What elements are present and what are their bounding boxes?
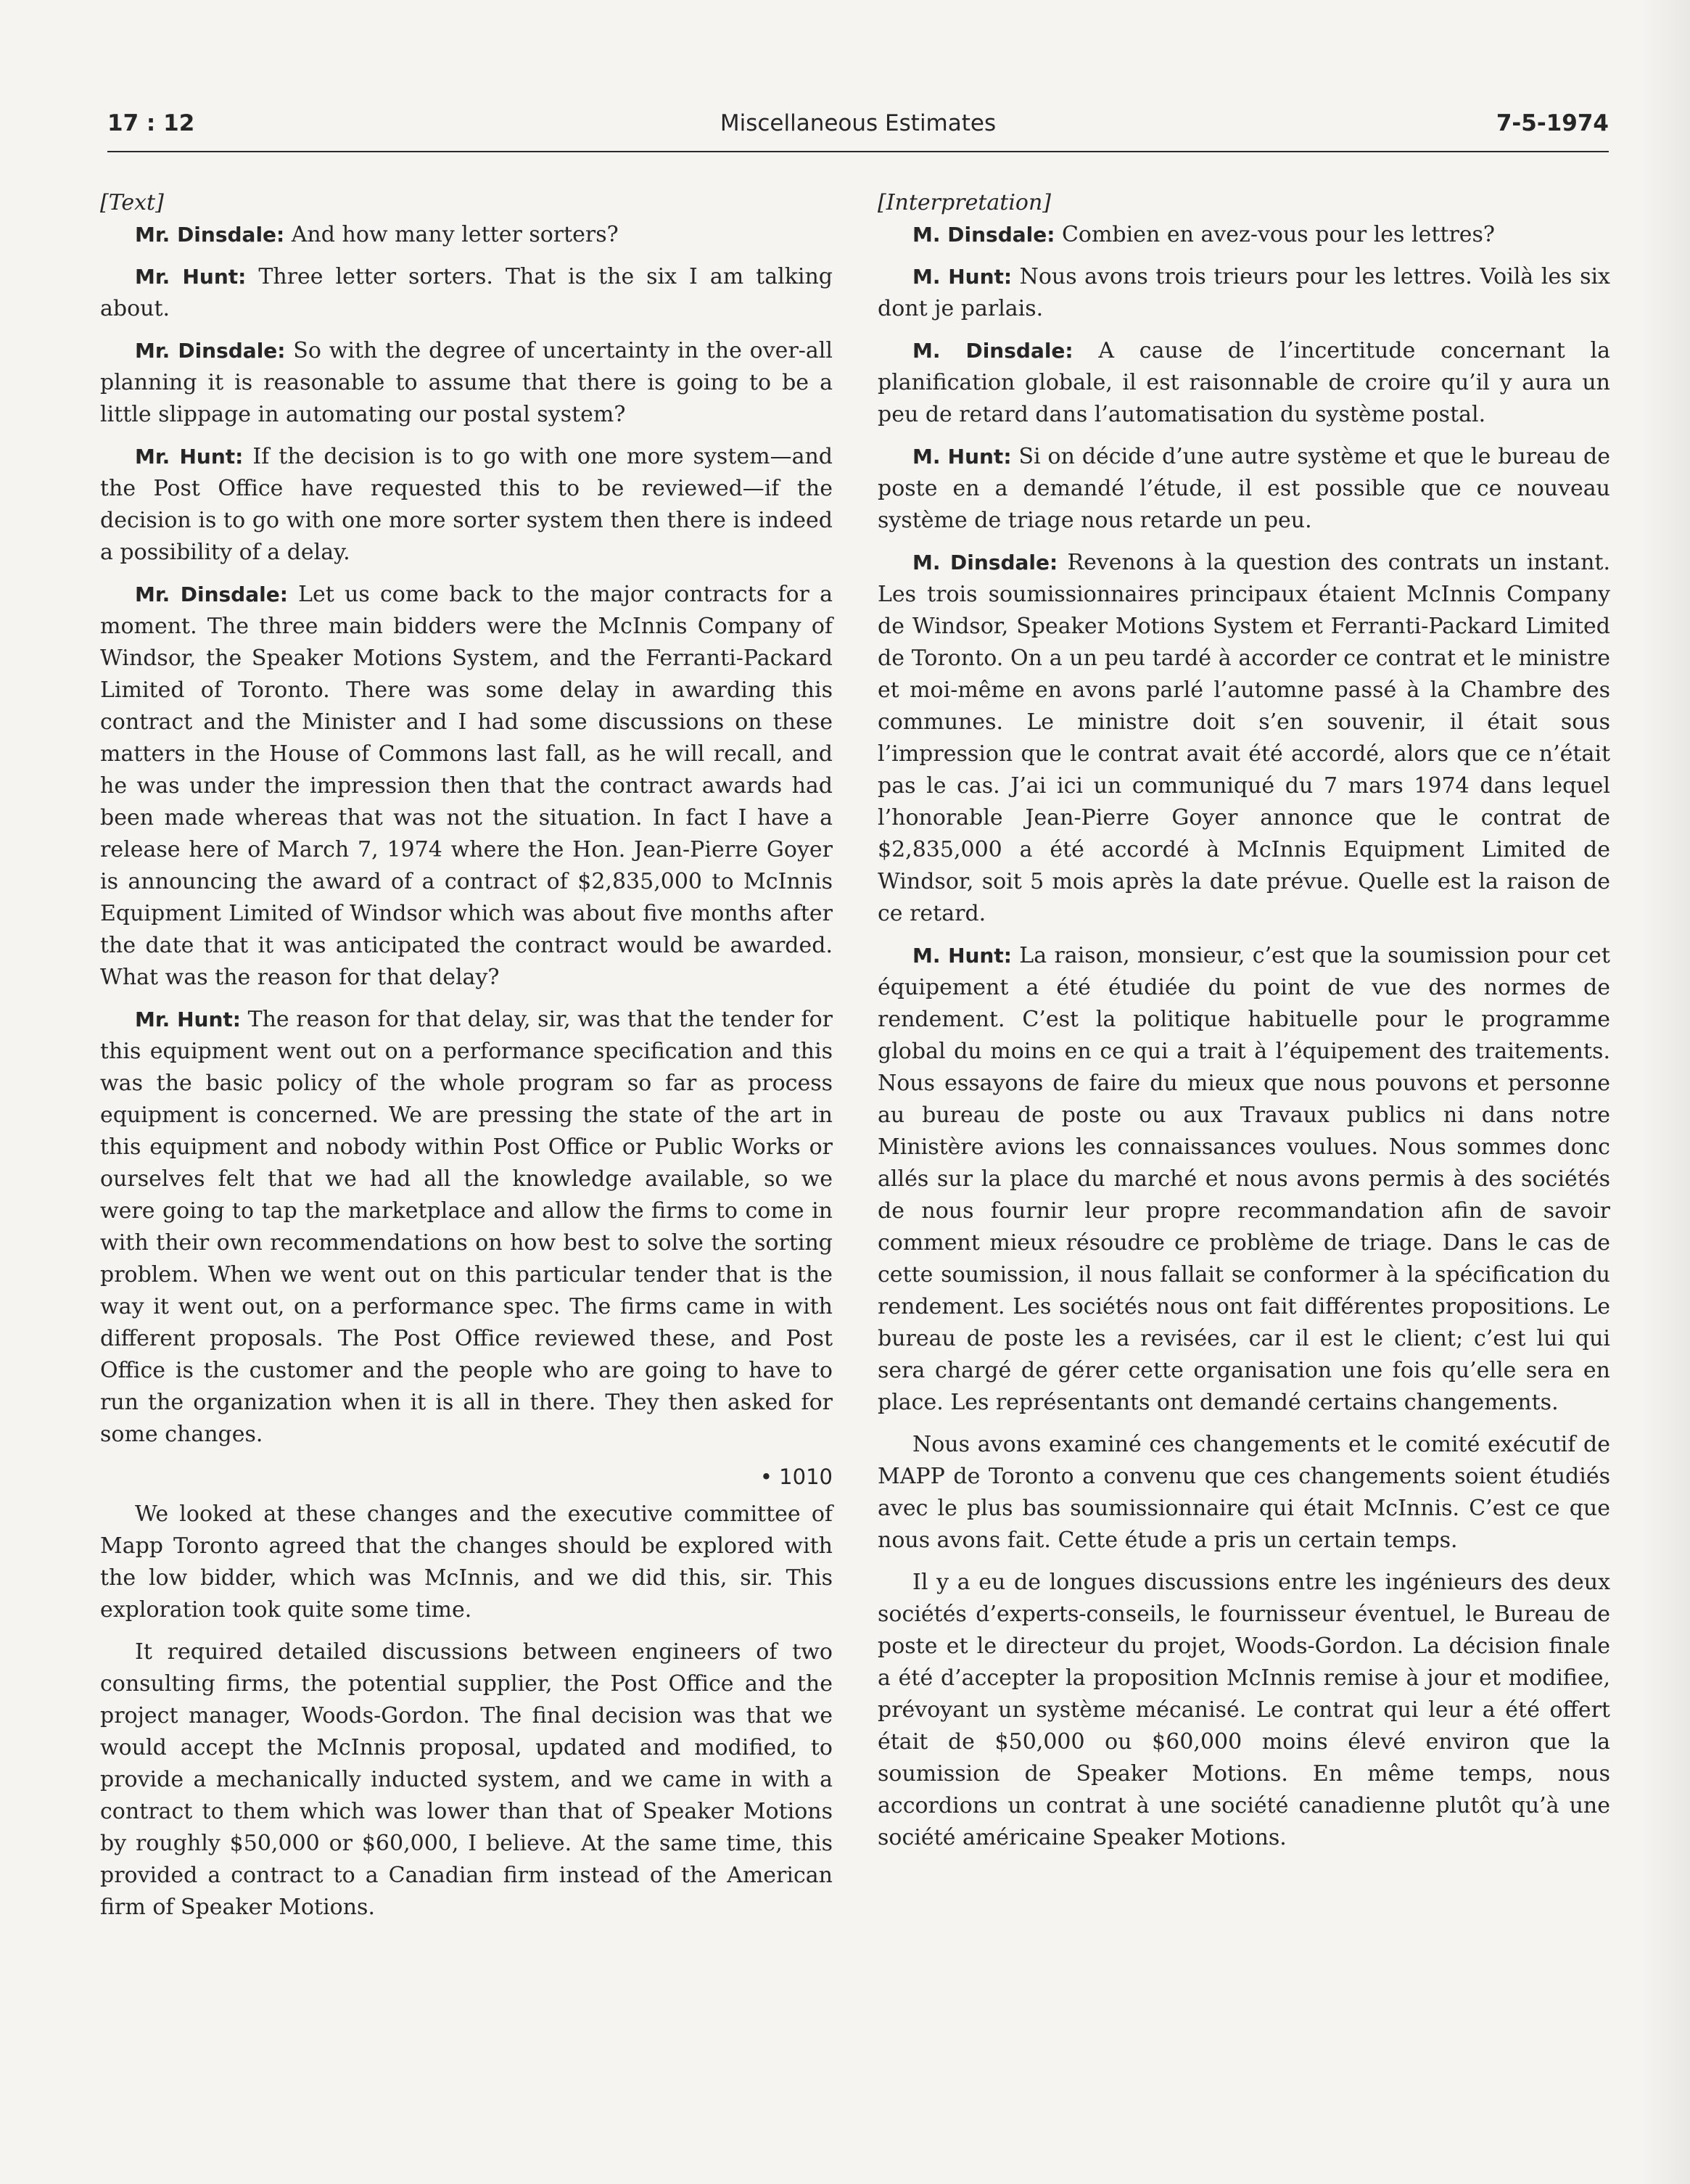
- transcript-paragraph: [100, 1499, 833, 1626]
- transcript-paragraph: [878, 219, 1610, 251]
- transcript-paragraph: [100, 441, 833, 569]
- speech-text: The reason for that delay, sir, was that the tender for this equipment went out on a performance specification and this was the basic policy of the whole program so far as process equipment is concerned. We are pressing the state of the art in this equipment and nobody within Post Office or Public Works or ourselves felt that we had all the knowledge available, so we were going to tap the marketplace and allow the firms to come in with their own recommendations on how best to solve the sorting problem. When we went out on this particular tender that is the way it went out, on a performance spec. The firms came in with different proposals. The Post Office reviewed these, and Post Office is the customer and the people who are going to have to run the organization when it is all in there. They then asked for some changes.: [100, 1007, 833, 1447]
- speech-text: Three letter sorters. That is the six I am talking about.: [100, 264, 833, 321]
- transcript-paragraph: [100, 335, 833, 431]
- transcript-paragraph: [100, 579, 833, 994]
- transcript-paragraph: [878, 441, 1610, 537]
- speaker-name: Mr. Dinsdale:: [135, 223, 285, 247]
- speech-text: If the decision is to go with one more system—and the Post Office have requested this to be reviewed—if the decision is to go with one more sorter system then there is indeed a possibility of a delay.: [100, 444, 833, 565]
- french-column: [878, 187, 1610, 1864]
- speech-text: Combien en avez-vous pour les lettres?: [1055, 222, 1496, 247]
- speech-text: Revenons à la question des contrats un instant. Les trois soumissionnaires principaux étaient McInnis Company de Windsor, Speaker Motions System et Ferranti-Packard Limited de Toronto. On a un peu tardé à accorder ce contrat et le ministre et moi-même en avons parlé l’automne passé à la Chambre des communes. Le ministre doit s’en souvenir, il était sous l’impression que le contrat avait été accordé, alors que ce n’était pas le cas. J’ai ici un communiqué du 7 mars 1974 dans lequel l’honorable Jean-Pierre Goyer annonce que le contrat de $2,835,000 a été accordé à McInnis Equipment Limited de Windsor, soit 5 mois après la date prévue. Quelle est la raison de ce retard.: [878, 550, 1610, 926]
- speaker-name: M. Dinsdale:: [912, 223, 1055, 247]
- transcript-paragraph: [878, 1567, 1610, 1854]
- speech-text: And how many letter sorters?: [284, 222, 619, 247]
- transcript-paragraph: [100, 1636, 833, 1924]
- speaker-name: Mr. Hunt:: [135, 445, 244, 469]
- speech-text: Nous avons trois trieurs pour les lettres. Voilà les six dont je parlais.: [878, 264, 1610, 321]
- header-date: 7-5-1974: [1496, 110, 1609, 136]
- text-tag: [Text]: [100, 190, 164, 215]
- speech-text: So with the degree of uncertainty in the over-all planning it is reasonable to assume that there is going to be a little slippage in automating our postal system?: [100, 338, 833, 427]
- speech-text: We looked at these changes and the executive committee of Mapp Toronto agreed that the changes should be explored with the low bidder, which was McInnis, and we did this, sir. This exploration took quite some time.: [100, 1501, 833, 1623]
- speech-text: It required detailed discussions between engineers of two consulting firms, the potential supplier, the Post Office and the project manager, Woods-Gordon. The final decision was that we would accept the McInnis proposal, updated and modified, to provide a mechanically inducted system, and we came in with a contract to them which was lower than that of Speaker Motions by roughly $50,000 or $60,000, I believe. At the same time, this provided a contract to a Canadian firm instead of the American firm of Speaker Motions.: [100, 1639, 833, 1920]
- page-edge: [1639, 0, 1690, 2184]
- speech-text: Nous avons examiné ces changements et le comité exécutif de MAPP de Toronto a convenu que ces changements soient étudiés avec le plus bas soumissionnaire qui était McInnis. C’est ce que nous avons fait. Cette étude a pris un certain temps.: [878, 1432, 1610, 1553]
- transcript-paragraph: [878, 1429, 1610, 1557]
- speaker-name: Mr. Hunt:: [135, 265, 247, 289]
- speaker-name: M. Dinsdale:: [912, 551, 1058, 574]
- speech-text: Il y a eu de longues discussions entre les ingénieurs des deux sociétés d’experts-conseils, le fournisseur éventuel, le Bureau de poste et le directeur du projet, Woods-Gordon. La décision finale a été d’accepter la proposition McInnis remise à jour et modifiee, prévoyant un système mécanisé. Le contrat qui leur a été offert était de $50,000 ou $60,000 moins élevé environ que la soumission de Speaker Motions. En même temps, nous accordions un contrat à une société canadienne plutôt qu’à une société américaine Speaker Motions.: [878, 1570, 1610, 1850]
- transcript-paragraph: [100, 1004, 833, 1451]
- page-header: [107, 110, 1609, 152]
- transcript-paragraph: [878, 261, 1610, 325]
- speech-text: La raison, monsieur, c’est que la soumission pour cet équipement a été étudiée du point de vue des normes de rendement. C’est la politique habituelle pour le programme global du moins en ce qui a trait à l’équipement des traitements. Nous essayons de faire du mieux que nous pouvons et personne au bureau de poste ou aux Travaux publics ni dans notre Ministère avions les connaissances voulues. Nous sommes donc allés sur la place du marché et nous avons permis à des sociétés de nous fournir leur propre recommandation afin de savoir comment mieux résoudre ce problème de triage. Dans le cas de cette soumission, il nous fallait se conformer à la spécification du rendement. Les sociétés nous ont fait différentes propositions. Le bureau de poste les a revisées, car il est le client; c’est lui qui sera chargé de gérer cette organisation une fois qu’elle sera en place. Les représentants ont demandé certains changements.: [878, 943, 1610, 1415]
- speech-text: Let us come back to the major contracts for a moment. The three main bidders were the McInnis Company of Windsor, the Speaker Motions System, and the Ferranti-Packard Limited of Toronto. There was some delay in awarding this contract and the Minister and I had some discussions on these matters in the House of Commons last fall, as he will recall, and he was under the impression then that the contract awards had been made whereas that was not the situation. In fact I have a release here of March 7, 1974 where the Hon. Jean-Pierre Goyer is announcing the award of a contract of $2,835,000 to McInnis Equipment Limited of Windsor which was about five months after the date that it was anticipated the contract would be awarded. What was the reason for that delay?: [100, 582, 833, 990]
- time-marker: • 1010: [759, 1464, 833, 1489]
- interpretation-tag: [Interpretation]: [878, 190, 1052, 215]
- speaker-name: M. Hunt:: [912, 944, 1012, 968]
- french-paragraphs: [878, 219, 1610, 1854]
- page-number: 17 : 12: [107, 110, 195, 136]
- speech-text: A cause de l’incertitude concernant la planification globale, il est raisonnable de croire qu’il y aura un peu de retard dans l’automatisation du système postal.: [878, 338, 1610, 427]
- speech-text: Si on décide d’une autre système et que le bureau de poste en a demandé l’étude, il est possible que ce nouveau système de triage nous retarde un peu.: [878, 444, 1610, 533]
- speaker-name: Mr. Dinsdale:: [135, 582, 288, 606]
- english-column: [100, 187, 833, 1934]
- transcript-paragraph: [100, 219, 833, 251]
- english-paragraphs-after: [100, 1499, 833, 1924]
- speaker-name: M. Hunt:: [912, 445, 1012, 469]
- speaker-name: M. Hunt:: [912, 265, 1013, 289]
- speaker-name: Mr. Hunt:: [135, 1007, 241, 1031]
- transcript-paragraph: [878, 335, 1610, 431]
- transcript-paragraph: [100, 261, 833, 325]
- transcript-paragraph: [878, 940, 1610, 1419]
- speaker-name: Mr. Dinsdale:: [135, 339, 286, 363]
- speaker-name: M. Dinsdale:: [912, 339, 1073, 363]
- transcript-paragraph: [878, 547, 1610, 930]
- running-title: Miscellaneous Estimates: [720, 110, 997, 136]
- english-paragraphs: [100, 219, 833, 1451]
